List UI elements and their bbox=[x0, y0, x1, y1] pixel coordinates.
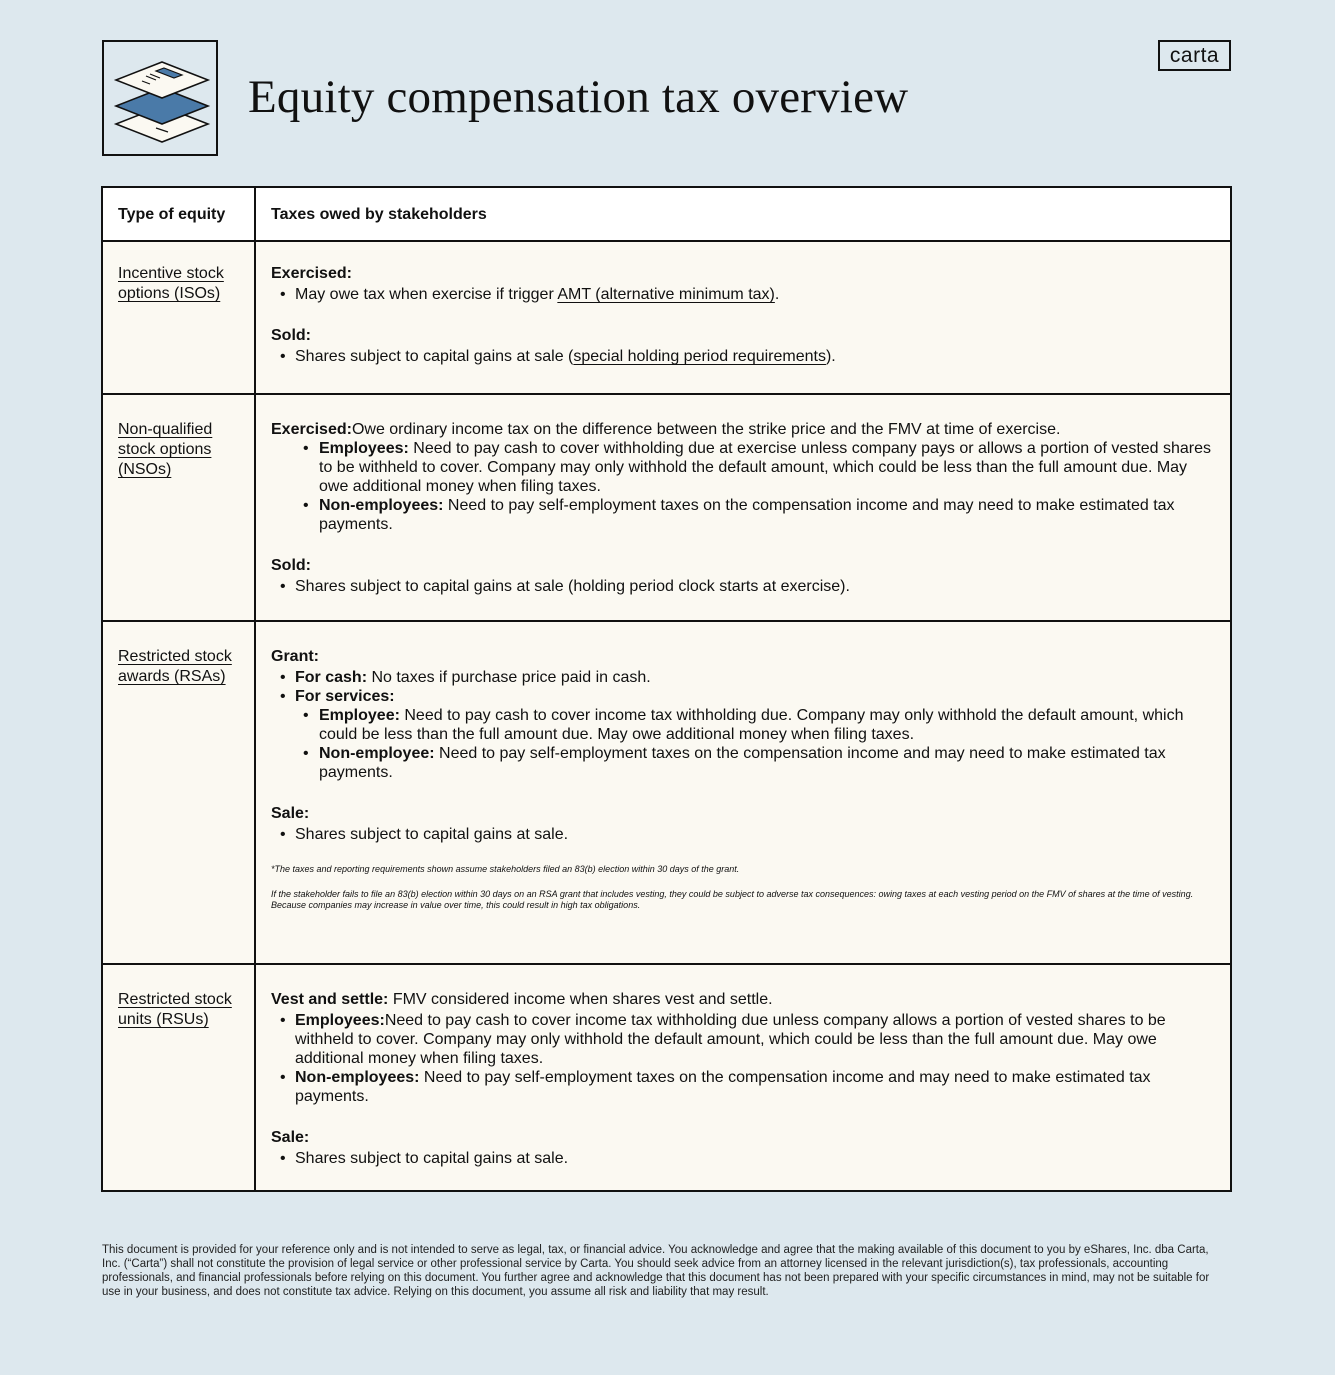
rsa-grant-title: Grant: bbox=[271, 648, 319, 665]
list-item: • Shares subject to capital gains at sale (holding period clock starts at exercise). bbox=[295, 577, 1216, 596]
iso-link[interactable]: Incentive stock options (ISOs) bbox=[118, 265, 224, 302]
list-item: • Employee: Need to pay cash to cover income tax withholding due. Company may only withhold the default amount, which could be less than the full amount due. May owe additional money when filing taxes. bbox=[319, 706, 1216, 744]
list-item: • For services: • Employee: Need to pay cash to cover income tax withholding due. Company may only withhold the default amount, which could be less than the full amount due. May owe additional money when filing taxes. • Non-employee: Need to pay self-employment taxes on the compensation income and may need to make estimated tax payments. bbox=[295, 687, 1216, 782]
iso-exercised-title: Exercised: bbox=[271, 265, 352, 282]
rsa-link[interactable]: Restricted stock awards (RSAs) bbox=[118, 648, 232, 685]
table-header-row bbox=[103, 188, 1230, 242]
rsu-link[interactable]: Restricted stock units (RSUs) bbox=[118, 991, 232, 1028]
list-item: • Non-employees: Need to pay self-employment taxes on the compensation income and may need to make estimated tax payments. bbox=[295, 1068, 1216, 1106]
list-item: • Shares subject to capital gains at sale. bbox=[295, 825, 1216, 844]
amt-link[interactable]: AMT (alternative minimum tax) bbox=[557, 286, 775, 303]
column-header-type: Type of equity bbox=[103, 188, 256, 240]
rsu-vest-title: Vest and settle: bbox=[271, 991, 389, 1008]
rsu-sale-title: Sale: bbox=[271, 1129, 310, 1146]
disclaimer: This document is provided for your reference only and is not intended to serve as legal, tax, or financial advice. You acknowledge and agree that the making available of this document to you by eShares, Inc. dba Carta, Inc. (“Carta”) shall not constitute the provision of legal service or other professional service by Carta. You should seek advice from an attorney licensed in the relevant jurisdiction(s), tax professionals, accounting professionals, and financial professionals before relying on this document. You further agree and acknowledge that this document has not been prepared with your specific circumstances in mind, may not be suitable for use in your business, and does not constitute tax advice. Relying on this document, you assume all risk and liability that may result. bbox=[102, 1244, 1210, 1298]
list-item: • Shares subject to capital gains at sale (special holding period requirements). bbox=[295, 347, 1216, 366]
rsa-sale-title: Sale: bbox=[271, 805, 310, 822]
list-item: • For cash: No taxes if purchase price paid in cash. bbox=[295, 668, 1216, 687]
table-row-rsa bbox=[103, 622, 1230, 965]
nso-link[interactable]: Non-qualified stock options (NSOs) bbox=[118, 421, 213, 478]
tax-table bbox=[101, 186, 1232, 1192]
list-item: • May owe tax when exercise if trigger AMT (alternative minimum tax). bbox=[295, 285, 1216, 304]
rsa-footnote-1: *The taxes and reporting requirements shown assume stakeholders filed an 83(b) election within 30 days of the grant. bbox=[271, 864, 740, 874]
list-item: • Shares subject to capital gains at sale. bbox=[295, 1149, 1216, 1168]
column-header-taxes: Taxes owed by stakeholders bbox=[271, 206, 487, 223]
iso-sold-title: Sold: bbox=[271, 327, 311, 344]
nso-sold-title: Sold: bbox=[271, 557, 311, 574]
nso-exercised-text: Owe ordinary income tax on the difference between the strike price and the FMV at time of exercise. bbox=[351, 421, 1061, 438]
stacked-documents-icon bbox=[112, 50, 212, 150]
list-item: • Non-employees: Need to pay self-employment taxes on the compensation income and may need to make estimated tax payments. bbox=[319, 496, 1216, 534]
table-row-nso bbox=[103, 395, 1230, 622]
list-item: • Employees: Need to pay cash to cover withholding due at exercise unless company pays or allows a portion of vested shares to be withheld to cover. Company may only withhold the default amount, which could be less than the full amount due. May owe additional money when filing taxes. bbox=[319, 439, 1216, 496]
rsa-footnote-2: If the stakeholder fails to file an 83(b) election within 30 days on an RSA grant that includes vesting, they could be subject to adverse tax consequences: owing taxes at each vesting period on the FMV of shares at the time of vesting. Because companies may increase in value over time, this could result in high tax obligations. bbox=[271, 889, 1194, 910]
logo-box bbox=[102, 40, 218, 156]
list-item: • Non-employee: Need to pay self-employment taxes on the compensation income and may need to make estimated tax payments. bbox=[319, 744, 1216, 782]
list-item: • Employees:Need to pay cash to cover income tax withholding due unless company allows a portion of vested shares to be withheld to cover. Company may only withhold the default amount, which could be less than the full amount due. May owe additional money when filing taxes. bbox=[295, 1011, 1216, 1068]
page-title: Equity compensation tax overview bbox=[248, 71, 909, 123]
table-row-rsu bbox=[103, 965, 1230, 1192]
nso-exercised-title: Exercised: bbox=[271, 421, 352, 438]
rsu-vest-text: FMV considered income when shares vest and settle. bbox=[388, 991, 773, 1008]
brand-logo: carta bbox=[1158, 40, 1231, 71]
holding-period-link[interactable]: special holding period requirements bbox=[573, 348, 826, 365]
table-row-iso bbox=[103, 242, 1230, 395]
